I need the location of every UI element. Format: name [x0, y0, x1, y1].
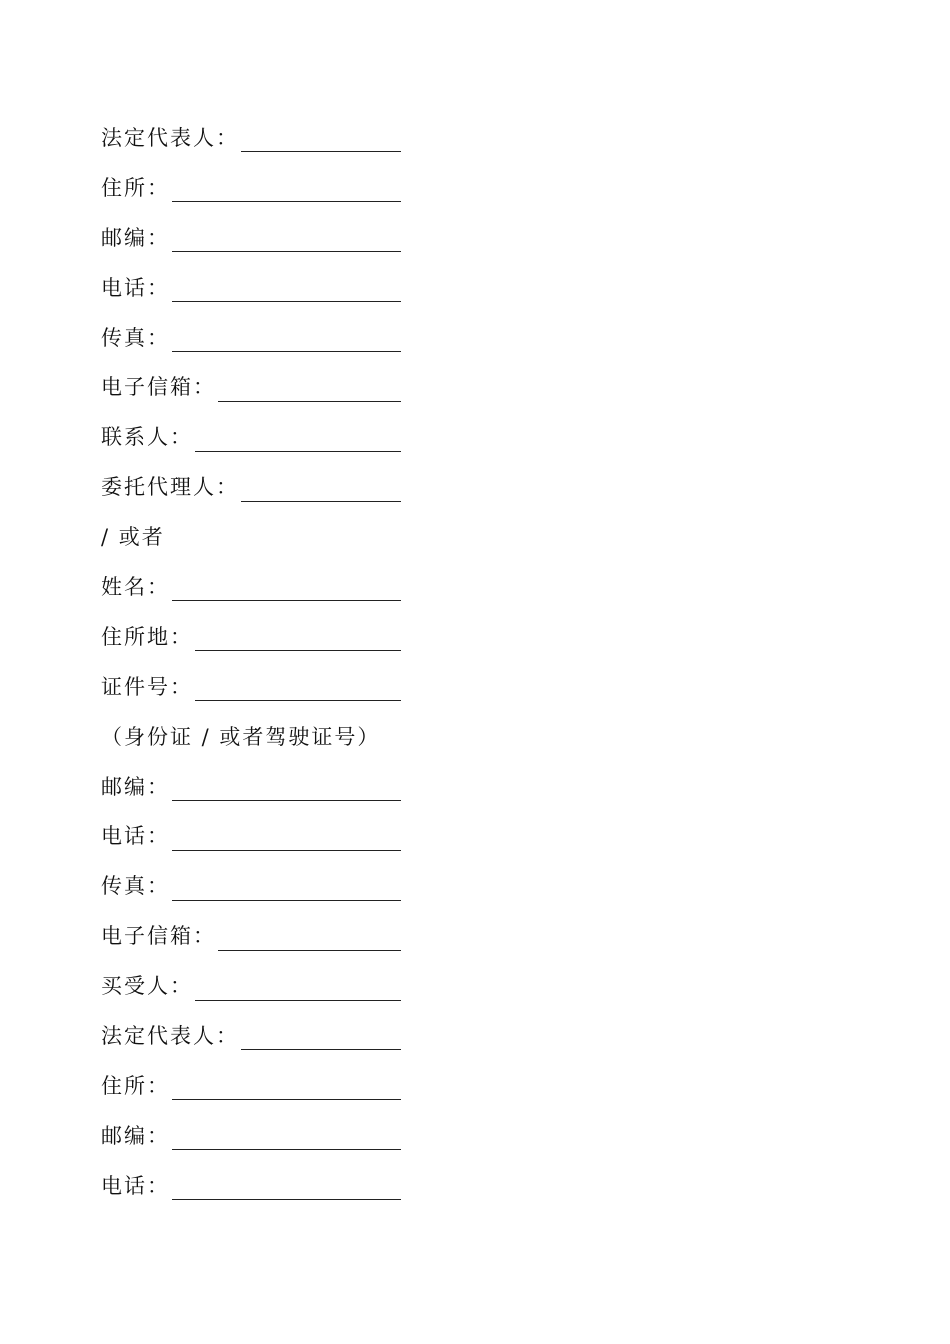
- id-type-note: [101, 711, 401, 761]
- fill-blank[interactable]: [241, 475, 401, 502]
- field-postcode: [101, 1110, 401, 1160]
- field-contact-person: [101, 411, 401, 461]
- fill-blank[interactable]: [172, 175, 401, 202]
- fill-blank[interactable]: [241, 1023, 401, 1050]
- fill-blank[interactable]: [172, 1173, 401, 1200]
- fill-blank[interactable]: [241, 125, 401, 152]
- field-postcode: [101, 761, 401, 811]
- field-authorized-agent: [101, 461, 401, 511]
- field-phone: [101, 262, 401, 312]
- fill-blank[interactable]: [172, 275, 401, 302]
- fill-blank[interactable]: [195, 974, 401, 1001]
- field-phone: [101, 810, 401, 860]
- fill-blank[interactable]: [195, 674, 401, 701]
- field-label: 姓名：: [101, 574, 170, 599]
- field-label: 法定代表人：: [101, 125, 239, 150]
- separator-text: / 或者: [101, 525, 165, 550]
- fill-blank[interactable]: [218, 375, 401, 402]
- field-address: [101, 162, 401, 212]
- field-label: 传真：: [101, 874, 170, 899]
- field-label: 买受人：: [101, 974, 193, 999]
- or-separator: [101, 511, 401, 561]
- field-label: 电话：: [101, 275, 170, 300]
- field-label: 邮编：: [101, 774, 170, 799]
- field-label: 电子信箱：: [101, 375, 216, 400]
- field-label: 电话：: [101, 824, 170, 849]
- field-label: 法定代表人：: [101, 1023, 239, 1048]
- field-label: 电子信箱：: [101, 924, 216, 949]
- field-fax: [101, 312, 401, 362]
- fill-blank[interactable]: [195, 624, 401, 651]
- field-legal-representative: [101, 1010, 401, 1060]
- field-address: [101, 1060, 401, 1110]
- fill-blank[interactable]: [172, 1073, 401, 1100]
- field-fax: [101, 860, 401, 910]
- field-label: 邮编：: [101, 225, 170, 250]
- field-label: 住所：: [101, 175, 170, 200]
- field-id-number: [101, 661, 401, 711]
- field-name: [101, 561, 401, 611]
- field-legal-representative: [101, 112, 401, 162]
- note-text: （身份证 / 或者驾驶证号）: [101, 724, 381, 749]
- fill-blank[interactable]: [172, 574, 401, 601]
- form-lines: [101, 112, 401, 1210]
- field-buyer: [101, 960, 401, 1010]
- fill-blank[interactable]: [172, 774, 401, 801]
- fill-blank[interactable]: [172, 824, 401, 851]
- fill-blank[interactable]: [172, 325, 401, 352]
- fill-blank[interactable]: [195, 425, 401, 452]
- fill-blank[interactable]: [218, 924, 401, 951]
- field-email: [101, 361, 401, 411]
- field-residence: [101, 611, 401, 661]
- field-label: 住所：: [101, 1073, 170, 1098]
- field-label: 证件号：: [101, 674, 193, 699]
- field-label: 电话：: [101, 1173, 170, 1198]
- fill-blank[interactable]: [172, 225, 401, 252]
- field-label: 联系人：: [101, 425, 193, 450]
- field-label: 住所地：: [101, 624, 193, 649]
- field-label: 委托代理人：: [101, 475, 239, 500]
- field-label: 传真：: [101, 325, 170, 350]
- field-email: [101, 910, 401, 960]
- fill-blank[interactable]: [172, 1123, 401, 1150]
- field-postcode: [101, 212, 401, 262]
- field-phone: [101, 1160, 401, 1210]
- fill-blank[interactable]: [172, 874, 401, 901]
- field-label: 邮编：: [101, 1123, 170, 1148]
